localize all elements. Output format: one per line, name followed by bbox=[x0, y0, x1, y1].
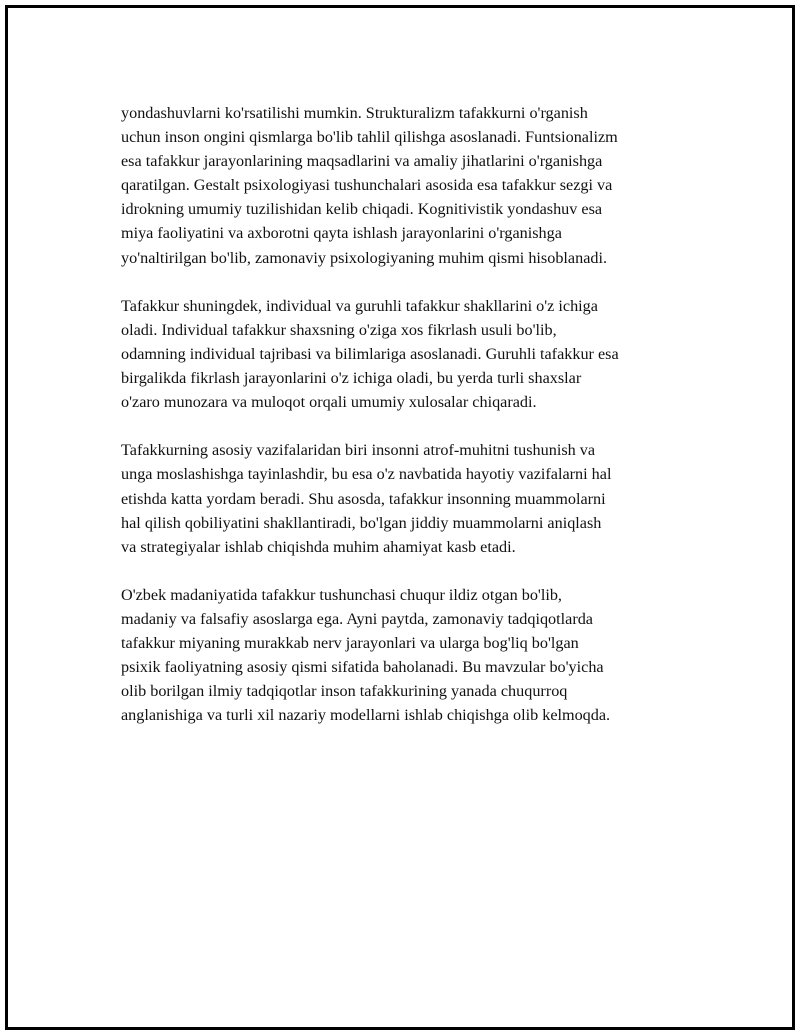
text-line: Tafakkurning asosiy vazifalaridan biri insonni atrof-muhitni tushunish va bbox=[121, 441, 596, 460]
text-line: tafakkur miyaning murakkab nerv jarayonlari va ularga bog'liq bo'lgan bbox=[121, 634, 579, 653]
page-frame bbox=[5, 5, 795, 1030]
paragraph-4 bbox=[121, 583, 701, 728]
text-line: olib borilgan ilmiy tadqiqotlar inson tafakkurining yanada chuqurroq bbox=[121, 682, 568, 701]
document-body bbox=[121, 101, 701, 752]
text-line: anglanishiga va turli xil nazariy modellarni ishlab chiqishga olib kelmoqda. bbox=[121, 706, 611, 725]
text-line: esa tafakkur jarayonlarining maqsadlarini va amaliy jihatlarini o'rganishga bbox=[121, 152, 603, 171]
paragraph-1 bbox=[121, 101, 701, 270]
text-line: uchun inson ongini qismlarga bo'lib tahlil qilishga asoslanadi. Funtsionalizm bbox=[121, 128, 618, 147]
text-line: Tafakkur shuningdek, individual va guruhli tafakkur shakllarini o'z ichiga bbox=[121, 296, 598, 315]
paragraph-3 bbox=[121, 438, 701, 558]
text-line: etishda katta yordam beradi. Shu asosda, tafakkur insonning muammolarni bbox=[121, 489, 606, 508]
text-line: yo'naltirilgan bo'lib, zamonaviy psixologiyaning muhim qismi hisoblanadi. bbox=[121, 248, 608, 267]
text-line: oladi. Individual tafakkur shaxsning o'ziga xos fikrlash usuli bo'lib, bbox=[121, 320, 557, 339]
text-line: hal qilish qobiliyatini shakllantiradi, bo'lgan jiddiy muammolarni aniqlash bbox=[121, 513, 602, 532]
text-line: madaniy va falsafiy asoslarga ega. Ayni paytda, zamonaviy tadqiqotlarda bbox=[121, 609, 593, 628]
text-line: idrokning umumiy tuzilishidan kelib chiqadi. Kognitivistik yondashuv esa bbox=[121, 200, 603, 219]
text-line: unga moslashishga tayinlashdir, bu esa o'z navbatida hayotiy vazifalarni hal bbox=[121, 465, 612, 484]
text-line: qaratilgan. Gestalt psixologiyasi tushunchalari asosida esa tafakkur sezgi va bbox=[121, 176, 613, 195]
text-line: va strategiyalar ishlab chiqishda muhim ahamiyat kasb etadi. bbox=[121, 537, 516, 556]
paragraph-2 bbox=[121, 294, 701, 414]
text-line: miya faoliyatini va axborotni qayta ishlash jarayonlarini o'rganishga bbox=[121, 224, 562, 243]
text-line: odamning individual tajribasi va bilimlariga asoslanadi. Guruhli tafakkur esa bbox=[121, 344, 619, 363]
text-line: psixik faoliyatning asosiy qismi sifatida baholanadi. Bu mavzular bo'yicha bbox=[121, 658, 604, 677]
text-line: o'zaro munozara va muloqot orqali umumiy xulosalar chiqaradi. bbox=[121, 393, 537, 412]
text-line: birgalikda fikrlash jarayonlarini o'z ichiga oladi, bu yerda turli shaxslar bbox=[121, 369, 582, 388]
text-line: O'zbek madaniyatida tafakkur tushunchasi chuqur ildiz otgan bo'lib, bbox=[121, 585, 562, 604]
text-line: yondashuvlarni ko'rsatilishi mumkin. Strukturalizm tafakkurni o'rganish bbox=[121, 104, 588, 122]
